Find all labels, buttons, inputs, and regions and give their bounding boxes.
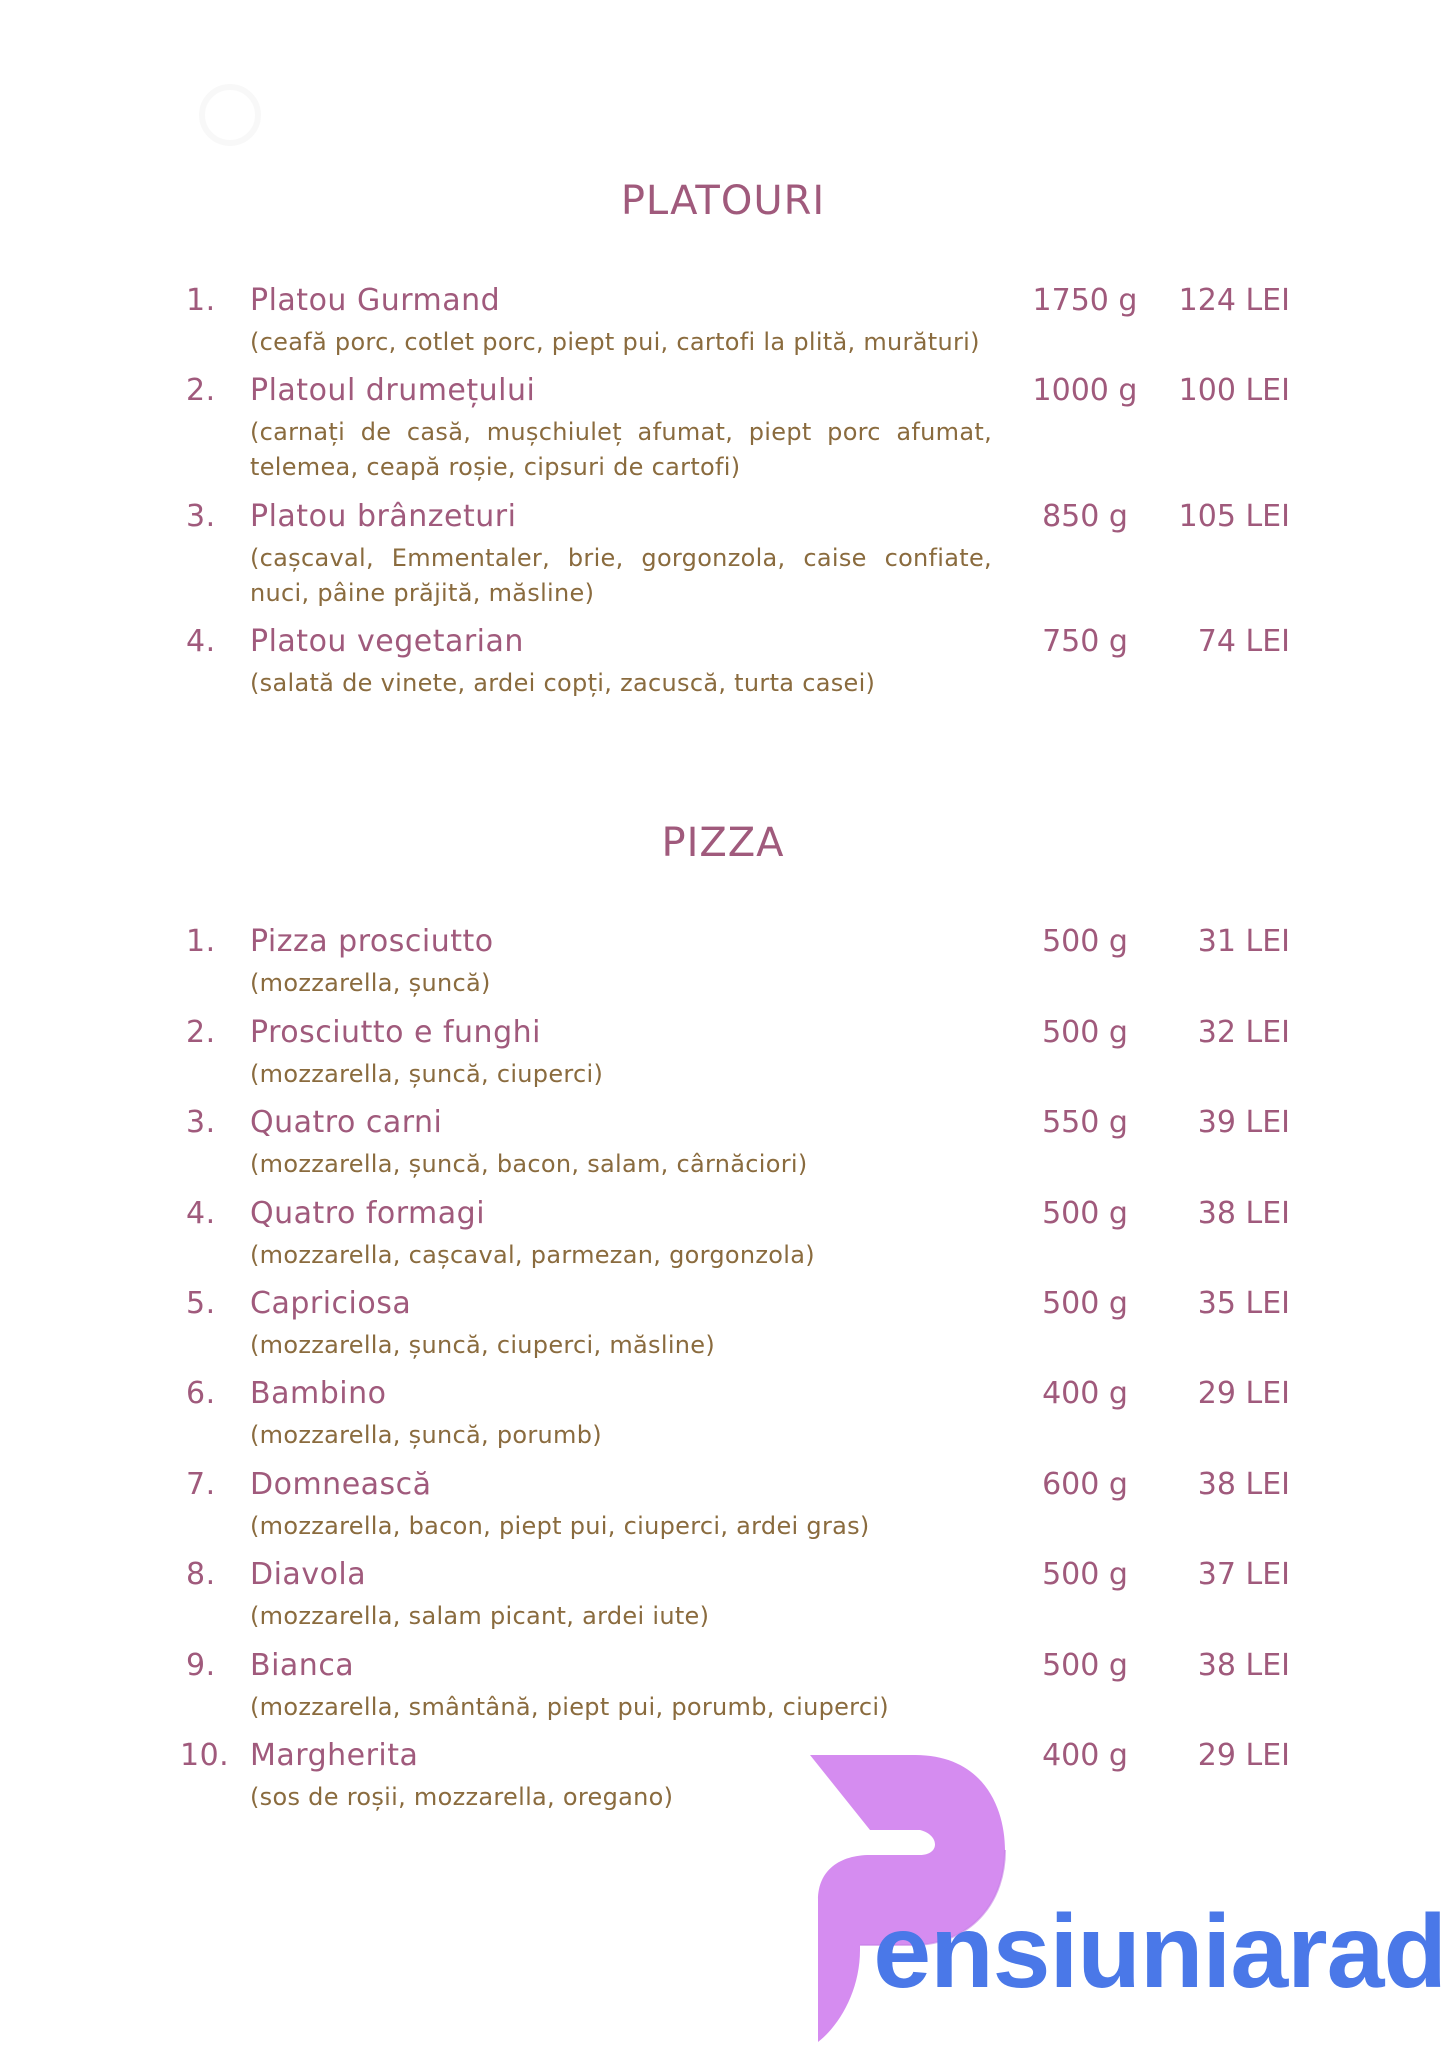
item-price: 29 LEI xyxy=(1197,1738,1290,1773)
item-number: 10. xyxy=(180,1738,230,1773)
item-description: (mozzarella, cașcaval, parmezan, gorgonzola) xyxy=(250,1241,815,1269)
item-price: 29 LEI xyxy=(1197,1376,1290,1411)
item-weight: 500 g xyxy=(1042,1015,1128,1050)
item-name: Prosciutto e funghi xyxy=(250,1015,541,1050)
item-number: 3. xyxy=(186,499,216,534)
item-weight: 500 g xyxy=(1042,1648,1128,1683)
item-name: Quatro formagi xyxy=(250,1196,486,1231)
item-name: Domnească xyxy=(250,1467,432,1502)
item-number: 1. xyxy=(186,924,216,959)
item-description: (cașcaval, Emmentaler, brie, gorgonzola, caise confiate, nuci, pâine prăjită, măsline) xyxy=(250,544,992,607)
item-price: 124 LEI xyxy=(1178,283,1290,318)
pensiuniarad-watermark xyxy=(800,1750,1446,2047)
item-description: (mozzarella, smântână, piept pui, porumb, ciuperci) xyxy=(250,1693,889,1721)
item-price: 38 LEI xyxy=(1197,1196,1290,1231)
item-description: (mozzarella, șuncă, ciuperci, măsline) xyxy=(250,1331,716,1359)
item-name: Platou brânzeturi xyxy=(250,499,517,534)
section-title-pizza: PIZZA xyxy=(661,820,785,866)
item-number: 8. xyxy=(186,1557,216,1592)
item-number: 4. xyxy=(186,1196,216,1231)
item-number: 2. xyxy=(186,373,216,408)
item-price: 38 LEI xyxy=(1197,1648,1290,1683)
section-title-platouri: PLATOURI xyxy=(620,178,826,224)
item-description: (carnați de casă, mușchiuleț afumat, piept porc afumat, telemea, ceapă roșie, cipsuri de cartofi) xyxy=(250,418,992,481)
item-number: 4. xyxy=(186,624,216,659)
item-name: Platoul drumețului xyxy=(250,373,536,408)
item-weight: 1750 g xyxy=(1032,283,1138,318)
item-price: 32 LEI xyxy=(1197,1015,1290,1050)
item-weight: 750 g xyxy=(1042,624,1128,659)
item-name: Pizza prosciutto xyxy=(250,924,494,959)
item-price: 35 LEI xyxy=(1197,1286,1290,1321)
item-weight: 1000 g xyxy=(1032,373,1138,408)
item-name: Platou vegetarian xyxy=(250,624,524,659)
item-weight: 400 g xyxy=(1042,1376,1128,1411)
item-number: 5. xyxy=(186,1286,216,1321)
item-description: (mozzarella, salam picant, ardei iute) xyxy=(250,1602,710,1630)
item-price: 74 LEI xyxy=(1197,624,1290,659)
item-weight: 850 g xyxy=(1042,499,1128,534)
item-weight: 400 g xyxy=(1042,1738,1128,1773)
item-description: (mozzarella, șuncă, ciuperci) xyxy=(250,1060,604,1088)
item-price: 100 LEI xyxy=(1178,373,1290,408)
item-name: Bambino xyxy=(250,1376,387,1411)
faint-logo-icon xyxy=(190,80,270,150)
item-description: (mozzarella, bacon, piept pui, ciuperci, ardei gras) xyxy=(250,1512,870,1540)
item-name: Margherita xyxy=(250,1738,419,1773)
item-number: 7. xyxy=(186,1467,216,1502)
item-number: 2. xyxy=(186,1015,216,1050)
item-name: Quatro carni xyxy=(250,1105,443,1140)
item-weight: 600 g xyxy=(1042,1467,1128,1502)
item-number: 6. xyxy=(186,1376,216,1411)
item-price: 105 LEI xyxy=(1178,499,1290,534)
item-description: (mozzarella, șuncă, porumb) xyxy=(250,1421,602,1449)
item-description: (ceafă porc, cotlet porc, piept pui, cartofi la plită, murături) xyxy=(250,328,980,356)
item-name: Platou Gurmand xyxy=(250,283,501,318)
item-name: Capriciosa xyxy=(250,1286,412,1321)
brand-text: ensiuniarad xyxy=(873,1894,1446,2010)
item-weight: 500 g xyxy=(1042,1557,1128,1592)
item-description: (mozzarella, șuncă, bacon, salam, cârnăciori) xyxy=(250,1150,808,1178)
item-price: 37 LEI xyxy=(1197,1557,1290,1592)
item-name: Diavola xyxy=(250,1557,367,1592)
item-price: 38 LEI xyxy=(1197,1467,1290,1502)
item-weight: 500 g xyxy=(1042,924,1128,959)
item-name: Bianca xyxy=(250,1648,355,1683)
item-number: 3. xyxy=(186,1105,216,1140)
item-description: (sos de roșii, mozzarella, oregano) xyxy=(250,1783,674,1811)
item-description: (mozzarella, șuncă) xyxy=(250,969,491,997)
item-number: 9. xyxy=(186,1648,216,1683)
item-price: 31 LEI xyxy=(1197,924,1290,959)
item-weight: 500 g xyxy=(1042,1286,1128,1321)
item-weight: 550 g xyxy=(1042,1105,1128,1140)
item-number: 1. xyxy=(186,283,216,318)
item-weight: 500 g xyxy=(1042,1196,1128,1231)
item-price: 39 LEI xyxy=(1197,1105,1290,1140)
item-description: (salată de vinete, ardei copți, zacuscă, turta casei) xyxy=(250,669,876,697)
